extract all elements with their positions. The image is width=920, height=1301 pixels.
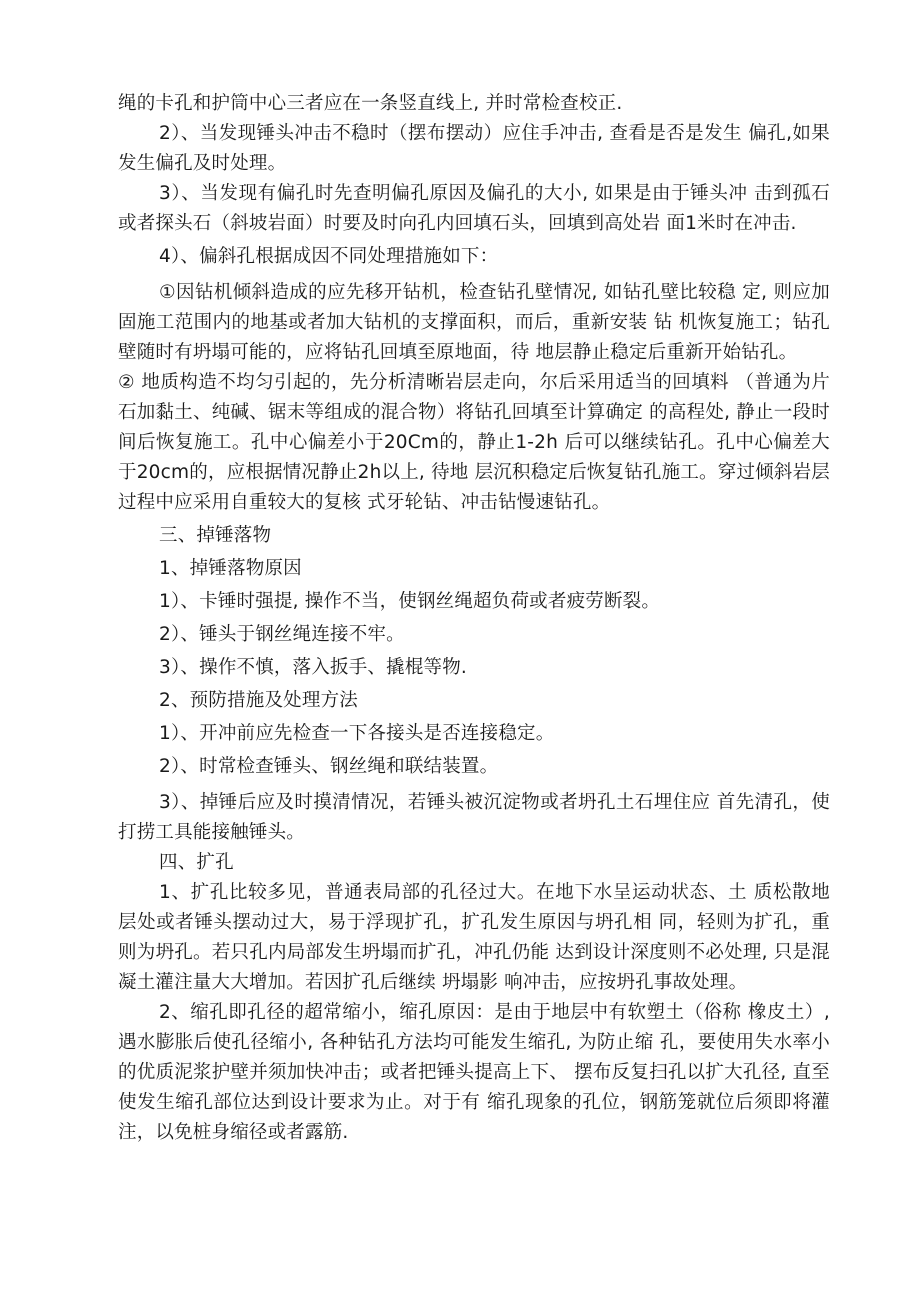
prevention-item-1: 1）、开冲前应先检查一下各接头是否连接稳定。: [159, 723, 555, 744]
paragraph-continuation: 绳的卡孔和护筒中心三者应在一条竖直线上, 并时常检查校正.: [118, 93, 623, 114]
paragraph-item-4: 4）、偏斜孔根据成因不同处理措施如下：: [159, 246, 499, 267]
paragraph-hole-shrinkage: 2、缩孔即孔径的超常缩小，缩孔原因：是由于地层中有软塑土（俗称 橡皮土）, 遇水膨胀后使孔径缩小, 各种钻孔方法均可能发生缩孔, 为防止缩 孔，要使用失水率小的优质泥浆护壁并须加快冲击；或者把锤头提高上下、 摆布反复扫孔以扩大孔径, 直至使发生缩孔部位达到设计要求为止。对于有 缩孔现象的孔位，钢筋笼就位后须即将灌注，以免桩身缩径或者露筋.: [118, 1002, 830, 1143]
paragraph-measure-2: ② 地质构造不均匀引起的，先分析清晰岩层走向，尔后采用适当的回填料 （普通为片石加黏土、纯碱、锯末等组成的混合物）将钻孔回填至计算确定 的高程处, 静止一段时间后恢复施工。孔中心偏差小于20Cm的，静止1-2h 后可以继续钻孔。孔中心偏差大于20cm的，应根据情况静止2h以上, 待地 层沉积稳定后恢复钻孔施工。穿过倾斜岩层过程中应采用自重较大的复核 式牙轮钻、冲击钻慢速钻孔。: [118, 372, 830, 513]
cause-item-2: 2）、锤头于钢丝绳连接不牢。: [159, 624, 405, 645]
prevention-item-3: 3）、掉锤后应及时摸清情况，若锤头被沉淀物或者坍孔土石埋住应 首先清孔，使打捞工具能接触锤头。: [118, 792, 830, 843]
prevention-item-2: 2）、时常检查锤头、钢丝绳和联结装置。: [159, 756, 499, 777]
paragraph-item-2: 2）、当发现锤头冲击不稳时（摆布摆动）应住手冲击, 查看是否是发生 偏孔,如果发生偏孔及时处理。: [118, 123, 830, 174]
cause-item-3: 3）、操作不慎，落入扳手、撬棍等物.: [159, 657, 468, 678]
document-body: [118, 89, 830, 1148]
subheading-causes: 1、掉锤落物原因: [159, 558, 302, 579]
section-heading-3: 三、掉锤落物: [159, 525, 272, 546]
paragraph-item-3: 3）、当发现有偏孔时先查明偏孔原因及偏孔的大小, 如果是由于锤头冲 击到孤石或者探头石（斜坡岩面）时要及时向孔内回填石头，回填到高处岩 面1米时在冲击.: [118, 183, 830, 234]
paragraph-hole-enlargement: 1、扩孔比较多见，普通表局部的孔径过大。在地下水呈运动状态、土 质松散地层处或者锤头摆动过大，易于浮现扩孔，扩孔发生原因与坍孔相 同，轻则为扩孔，重则为坍孔。若只孔内局部发生坍塌而扩孔，冲孔仍能 达到设计深度则不必处理, 只是混凝土灌注量大大增加。若因扩孔后继续 坍塌影 响冲击，应按坍孔事故处理。: [118, 882, 830, 993]
cause-item-1: 1）、卡锤时强提, 操作不当，使钢丝绳超负荷或者疲劳断裂。: [159, 591, 661, 612]
subheading-prevention: 2、预防措施及处理方法: [159, 690, 358, 711]
section-heading-4: 四、扩孔: [159, 852, 234, 873]
paragraph-measure-1: ①因钻机倾斜造成的应先移开钻机，检查钻孔壁情况, 如钻孔壁比较稳 定, 则应加固施工范围内的地基或者加大钻机的支撑面积，而后，重新安装 钻 机恢复施工；钻孔壁随时有坍塌可能的，应将钻孔回填至原地面，待 地层静止稳定后重新开始钻孔。: [118, 282, 830, 363]
